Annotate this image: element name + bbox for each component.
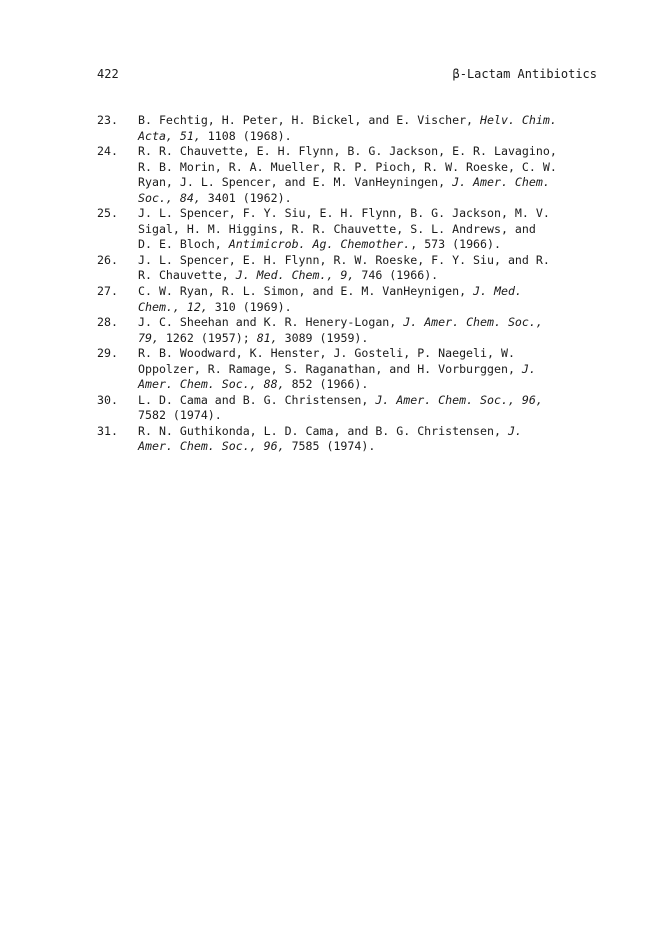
- citation-segment: R. N. Guthikonda, L. D. Cama, and B. G. Christensen,: [138, 423, 508, 438]
- reference-item: [97, 315, 602, 346]
- citation-segment: R. B. Morin, R. A. Mueller, R. P. Pioch, R. W. Roeske, C. W.: [138, 159, 557, 174]
- reference-line: [138, 268, 602, 284]
- citation-italic-segment: Soc., 84,: [138, 190, 201, 205]
- reference-line: [138, 346, 602, 362]
- reference-text: [138, 144, 602, 206]
- citation-segment: R. B. Woodward, K. Henster, J. Gosteli, P. Naegeli, W.: [138, 346, 515, 361]
- reference-line: [138, 362, 602, 378]
- reference-line: [138, 237, 602, 253]
- citation-segment: Sigal, H. M. Higgins, R. R. Chauvette, S. L. Andrews, and: [138, 221, 536, 236]
- citation-italic-segment: 79,: [138, 330, 159, 345]
- reference-number: 28.: [97, 315, 118, 330]
- citation-segment: , 573 (1966).: [410, 237, 501, 252]
- citation-italic-segment: J. Amer. Chem. Soc., 96,: [375, 392, 543, 407]
- citation-segment: R. Chauvette,: [138, 268, 236, 283]
- reference-line: [138, 284, 602, 300]
- reference-text: [138, 346, 602, 393]
- reference-line: [138, 408, 602, 424]
- citation-segment: D. E. Bloch,: [138, 237, 229, 252]
- reference-number: 31.: [97, 423, 118, 438]
- reference-item: [97, 346, 602, 393]
- reference-line: [138, 253, 602, 269]
- reference-item: [97, 113, 602, 144]
- citation-italic-segment: Chem., 12,: [138, 299, 208, 314]
- citation-segment: 3089 (1959).: [277, 330, 369, 345]
- reference-line: [138, 424, 602, 440]
- running-title: β-Lactam Antibiotics: [452, 67, 597, 81]
- reference-text: [138, 206, 602, 253]
- citation-italic-segment: Acta, 51,: [138, 128, 201, 143]
- reference-number: 27.: [97, 284, 118, 299]
- citation-segment: Oppolzer, R. Ramage, S. Raganathan, and H. Vorburggen,: [138, 361, 522, 376]
- reference-number: 26.: [97, 252, 118, 267]
- reference-item: [97, 206, 602, 253]
- reference-number: 25.: [97, 206, 118, 221]
- citation-italic-segment: J. Amer. Chem. Soc.,: [403, 315, 543, 330]
- page-header: [97, 66, 597, 82]
- reference-line: [138, 331, 602, 347]
- citation-italic-segment: Amer. Chem. Soc., 88,: [138, 377, 285, 392]
- reference-line: [138, 113, 602, 129]
- citation-segment: Ryan, J. L. Spencer, and E. M. VanHeyningen,: [138, 175, 453, 190]
- citation-italic-segment: J.: [507, 423, 522, 438]
- citation-italic-segment: J.: [521, 361, 536, 376]
- reference-line: [138, 160, 602, 176]
- reference-line: [138, 175, 602, 191]
- citation-segment: C. W. Ryan, R. L. Simon, and E. M. VanHeynigen,: [138, 284, 474, 299]
- citation-segment: 1262 (1957);: [158, 330, 257, 345]
- reference-item: [97, 144, 602, 206]
- reference-item: [97, 424, 602, 455]
- reference-item: [97, 393, 602, 424]
- citation-italic-segment: Helv. Chim.: [480, 113, 557, 127]
- reference-item: [97, 284, 602, 315]
- reference-line: [138, 377, 602, 393]
- reference-line: [138, 206, 602, 222]
- page-number: 422: [97, 67, 119, 81]
- reference-text: [138, 113, 602, 144]
- reference-item: [97, 253, 602, 284]
- citation-segment: 7585 (1974).: [284, 439, 376, 454]
- reference-line: [138, 439, 602, 455]
- citation-segment: J. C. Sheehan and K. R. Henery-Logan,: [138, 315, 404, 330]
- citation-segment: 1108 (1968).: [200, 128, 292, 143]
- reference-line: [138, 129, 602, 145]
- citation-segment: L. D. Cama and B. G. Christensen,: [138, 392, 376, 407]
- reference-line: [138, 144, 602, 160]
- citation-segment: 852 (1966).: [284, 377, 369, 392]
- reference-number: 23.: [97, 113, 118, 127]
- reference-line: [138, 393, 602, 409]
- reference-line: [138, 315, 602, 331]
- citation-segment: 7582 (1974).: [138, 408, 222, 423]
- reference-line: [138, 222, 602, 238]
- reference-line: [138, 191, 602, 207]
- reference-text: [138, 284, 602, 315]
- reference-list: [97, 113, 602, 455]
- citation-segment: 310 (1969).: [207, 299, 292, 314]
- citation-segment: 3401 (1962).: [200, 190, 292, 205]
- citation-segment: R. R. Chauvette, E. H. Flynn, B. G. Jackson, E. R. Lavagino,: [138, 144, 557, 159]
- reference-text: [138, 393, 602, 424]
- citation-italic-segment: Antimicrob. Ag. Chemother.: [228, 237, 411, 252]
- reference-text: [138, 253, 602, 284]
- citation-segment: J. L. Spencer, E. H. Flynn, R. W. Roeske, F. Y. Siu, and R.: [138, 252, 550, 267]
- reference-number: 29.: [97, 346, 118, 361]
- reference-line: [138, 300, 602, 316]
- citation-italic-segment: 81,: [256, 330, 278, 345]
- citation-italic-segment: J. Amer. Chem.: [452, 175, 550, 190]
- citation-italic-segment: J. Med.: [473, 284, 522, 299]
- citation-segment: B. Fechtig, H. Peter, H. Bickel, and E. Vischer,: [138, 113, 481, 127]
- reference-number: 30.: [97, 392, 118, 407]
- citation-italic-segment: Amer. Chem. Soc., 96,: [138, 439, 285, 454]
- citation-italic-segment: J. Med. Chem., 9,: [235, 268, 355, 283]
- citation-segment: J. L. Spencer, F. Y. Siu, E. H. Flynn, B. G. Jackson, M. V.: [138, 206, 550, 221]
- reference-text: [138, 424, 602, 455]
- reference-text: [138, 315, 602, 346]
- citation-segment: 746 (1966).: [354, 268, 439, 283]
- reference-number: 24.: [97, 144, 118, 159]
